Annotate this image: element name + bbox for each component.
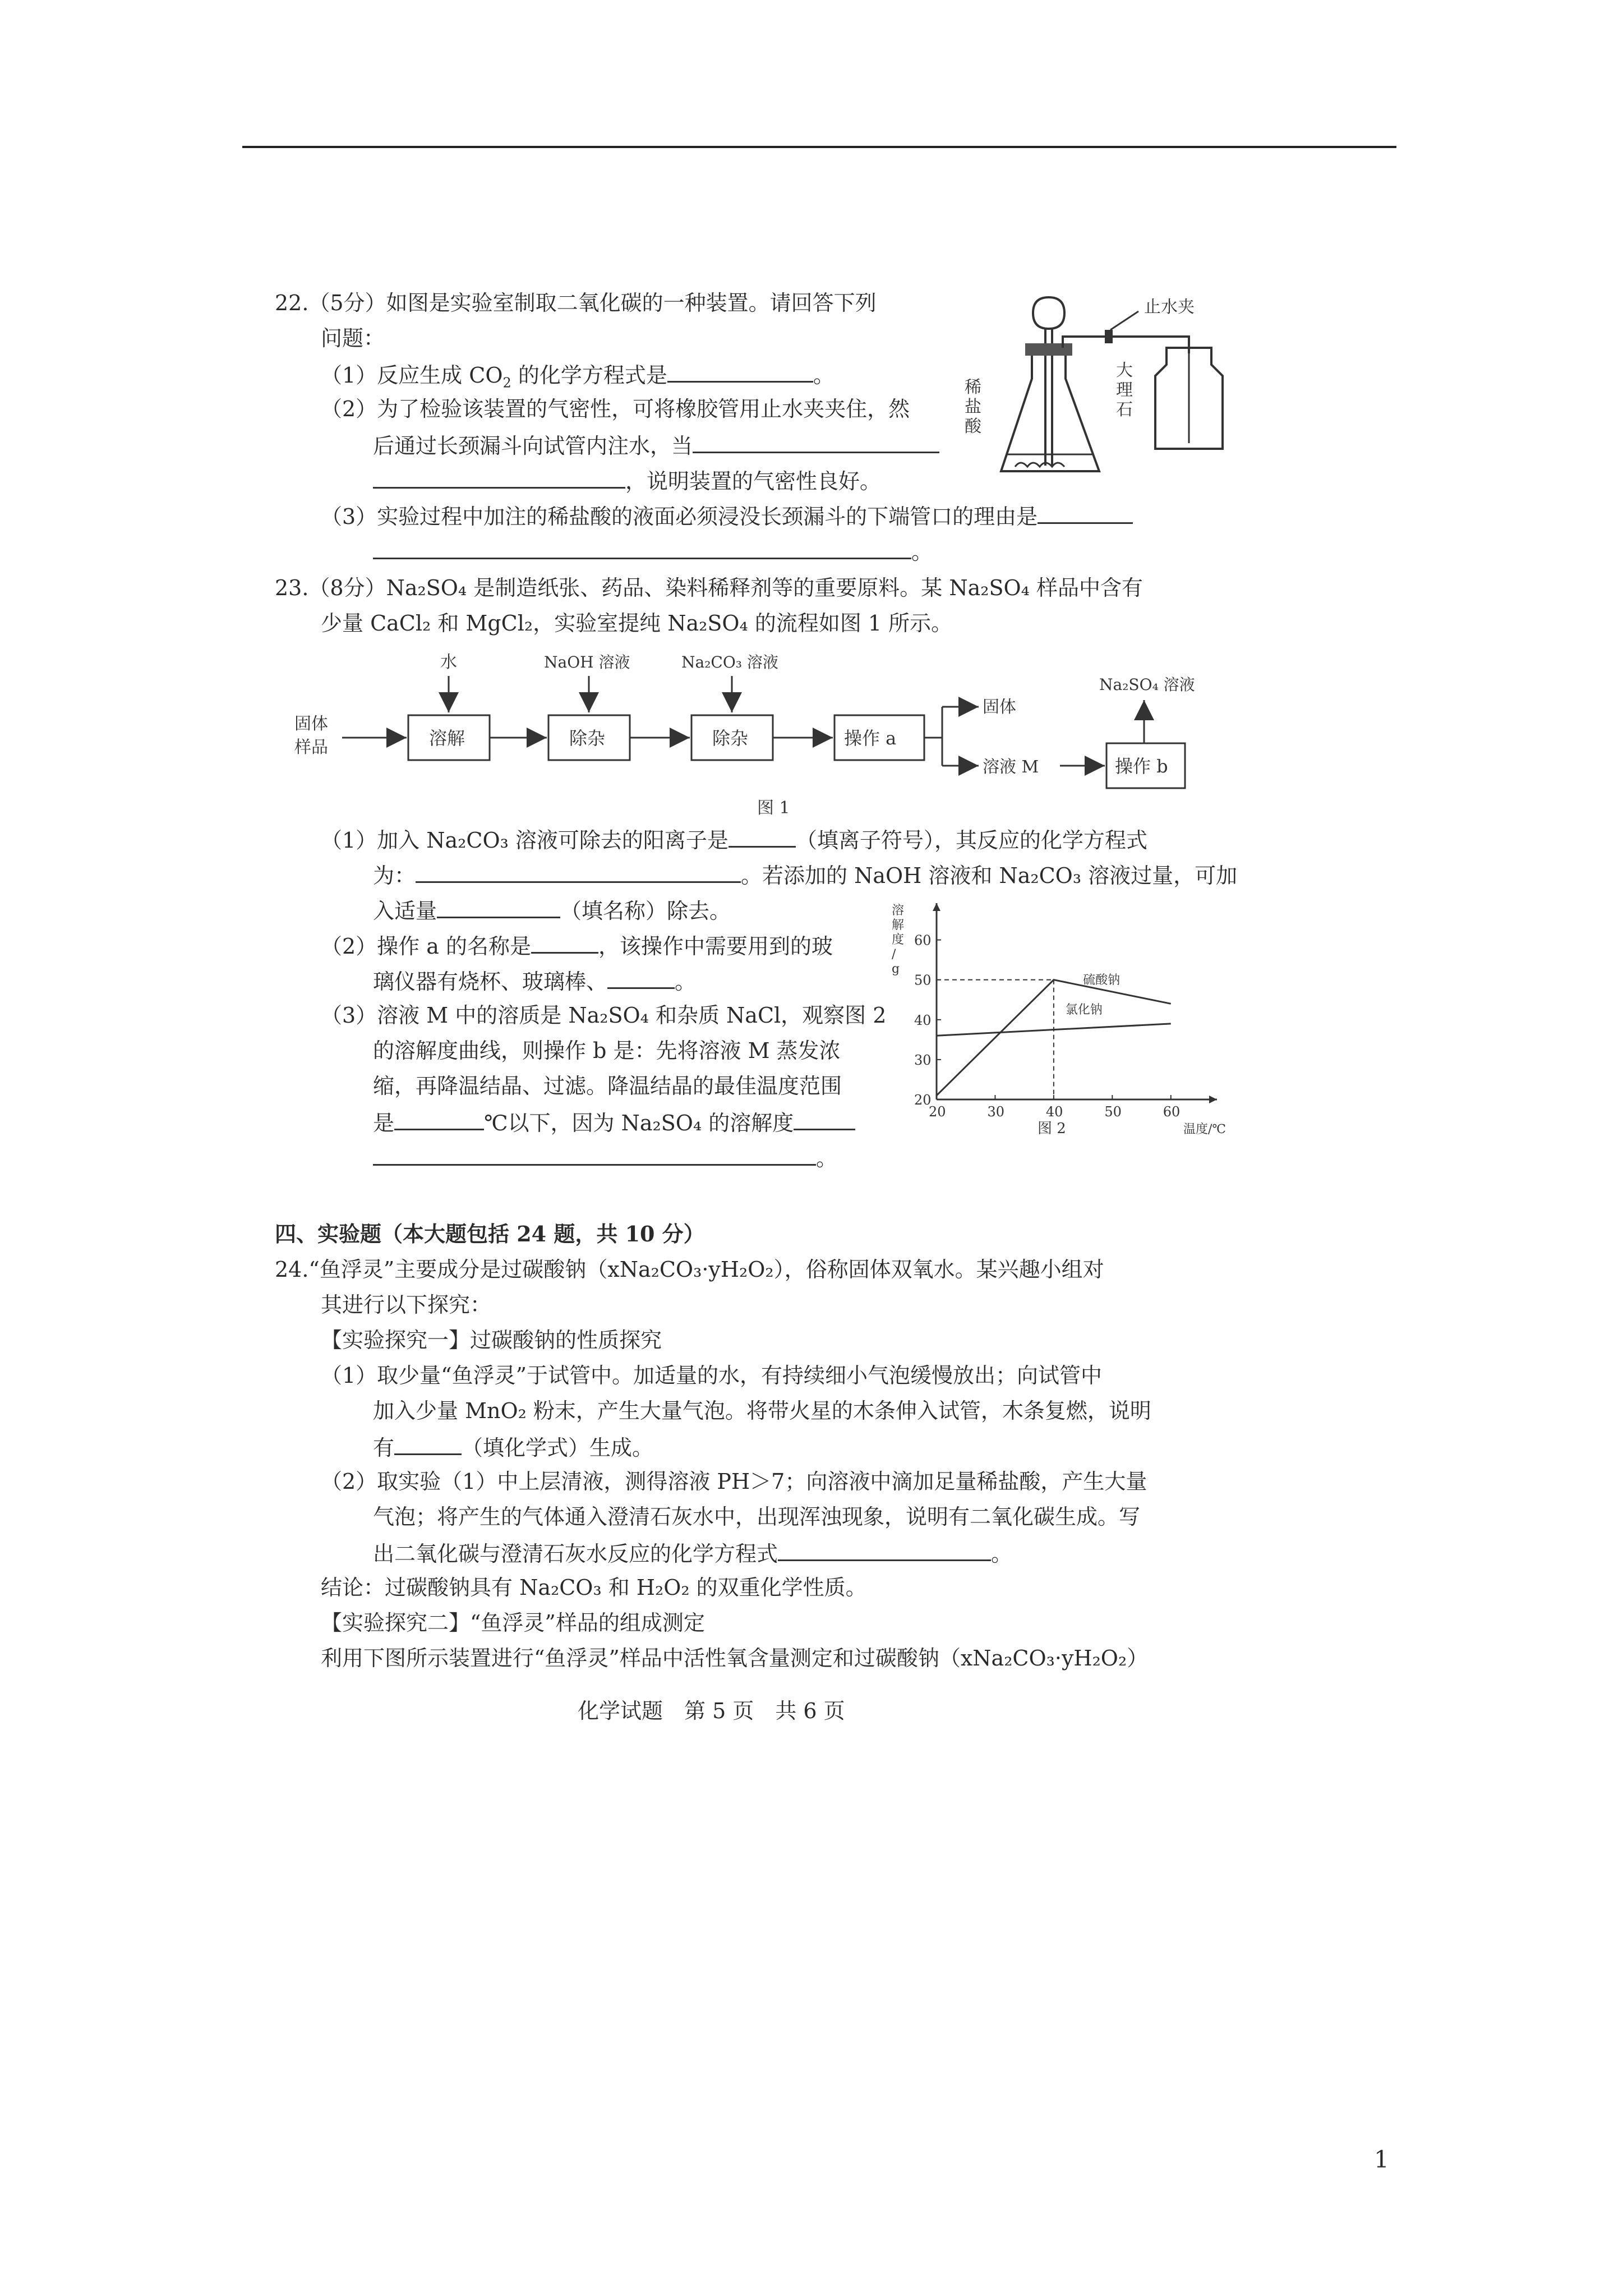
answer-blank[interactable] xyxy=(437,895,560,918)
q23-p1-text-a: （1）加入 Na₂CO₃ 溶液可除去的阳离子是 xyxy=(321,828,728,853)
x-axis-arrow xyxy=(1209,1096,1217,1103)
acid-label-1: 稀 xyxy=(965,378,981,397)
marble-label-2: 理 xyxy=(1116,380,1133,400)
q24-line-12: 利用下图所示装置进行“鱼浮灵”样品中活性氧含量测定和过碳酸钠（xNa₂CO₃·yH₂O₂） xyxy=(321,1646,1149,1671)
answer-blank[interactable] xyxy=(416,860,741,883)
q24-line-9 xyxy=(373,1538,1012,1568)
q22-line-3 xyxy=(321,360,834,397)
answer-blank[interactable] xyxy=(373,1143,816,1166)
q23-p1-line-3 xyxy=(373,895,731,925)
q24-part1-text-b: （填化学式）生成。 xyxy=(462,1435,654,1460)
x-tick-label: 60 xyxy=(1163,1104,1181,1120)
answer-blank[interactable] xyxy=(778,1538,991,1561)
q22-line-5 xyxy=(373,430,939,460)
flow-op-b: 操作 b xyxy=(1115,756,1168,777)
q23-p2-text-a: （2）操作 a 的名称是 xyxy=(321,934,531,959)
flow-remove-1: 除杂 xyxy=(569,728,606,749)
y-axis-arrow xyxy=(933,903,940,911)
q22-part2-end: ，说明装置的气密性良好。 xyxy=(625,469,882,494)
q24-line-10: 结论：过碳酸钠具有 Na₂CO₃ 和 H₂O₂ 的双重化学性质。 xyxy=(321,1575,867,1600)
y-axis-label-char: / xyxy=(892,947,896,961)
co2-apparatus-figure xyxy=(953,280,1234,494)
q23-p3-text-d: 是 xyxy=(373,1111,395,1135)
y-axis-label-char: 度 xyxy=(892,933,905,947)
flow-solid-sample-1: 固体 xyxy=(294,714,328,734)
answer-blank[interactable] xyxy=(373,466,625,489)
q23-p3-text-f: 。 xyxy=(816,1146,838,1171)
y-tick-label: 50 xyxy=(914,972,932,988)
flow-na2so4-solution: Na₂SO₄ 溶液 xyxy=(1099,675,1195,694)
q24-part2-text-b: 。 xyxy=(991,1542,1013,1566)
q22-part1-sub: 2 xyxy=(502,375,511,391)
answer-blank[interactable] xyxy=(794,1107,855,1130)
q24-part1-text-a: 有 xyxy=(373,1435,395,1460)
q22-part1-end: 。 xyxy=(813,363,834,388)
q24-line-7: （2）取实验（1）中上层清液，测得溶液 PH＞7；向溶液中滴加足量稀盐酸，产生大量 xyxy=(321,1469,1147,1494)
acid-label-2: 盐 xyxy=(965,397,981,417)
q22-part1-text: 的化学方程式是 xyxy=(511,363,667,388)
series-label-nacl: 氯化钠 xyxy=(1065,1003,1103,1018)
q23-p3-line-4 xyxy=(373,1107,855,1137)
q23-line-1: 23.（8分）Na₂SO₄ 是制造纸张、药品、染料稀释剂等的重要原料。某 Na₂SO₄ 样品中含有 xyxy=(275,576,1143,600)
flow-solid-sample-2: 样品 xyxy=(294,738,328,757)
flowchart-figure-1 xyxy=(292,645,1211,825)
acid-label-3: 酸 xyxy=(965,417,981,436)
section-4-heading: 四、实验题（本大题包括 24 题，共 10 分） xyxy=(275,1221,705,1246)
x-tick-label: 50 xyxy=(1104,1104,1122,1120)
y-axis-label-char: 解 xyxy=(892,918,905,932)
q23-p1-text-b: （填离子符号），其反应的化学方程式 xyxy=(795,828,1147,853)
q24-line-8: 气泡；将产生的气体通入澄清石灰水中，出现浑浊现象，说明有二氧化碳生成。写 xyxy=(373,1504,1141,1529)
q23-p3-line-1: （3）溶液 M 中的溶质是 Na₂SO₄ 和杂质 NaCl，观察图 2 xyxy=(321,1003,887,1028)
answer-blank[interactable] xyxy=(693,430,939,453)
q24-line-11: 【实验探究二】“鱼浮灵”样品的组成测定 xyxy=(321,1611,705,1635)
header-rule xyxy=(242,146,1396,148)
answer-blank[interactable] xyxy=(531,931,598,954)
q24-line-6 xyxy=(373,1432,653,1462)
q23-p1-text-d: 。若添加的 NaOH 溶液和 Na₂CO₃ 溶液过量，可加 xyxy=(741,863,1238,888)
q23-p2-line-1 xyxy=(321,931,833,960)
q23-p1-text-f: （填名称）除去。 xyxy=(560,899,731,923)
flow-caption: 图 1 xyxy=(757,798,790,818)
series-label-na2so4: 硫酸钠 xyxy=(1083,973,1121,987)
y-tick-label: 60 xyxy=(914,932,932,949)
q23-p2-line-2 xyxy=(373,966,696,996)
y-axis-label-char: 溶 xyxy=(892,904,905,918)
q22-line-1: 22.（5分）如图是实验室制取二氧化碳的一种装置。请回答下列 xyxy=(275,291,877,315)
chart-caption: 图 2 xyxy=(1038,1120,1066,1137)
clamp-label: 止水夹 xyxy=(1144,297,1195,317)
q22-line-2: 问题： xyxy=(321,326,385,351)
flow-na2co3: Na₂CO₃ 溶液 xyxy=(681,653,778,671)
q23-p2-text-c: 璃仪器有烧杯、玻璃棒、 xyxy=(373,969,608,994)
marble-label-1: 大 xyxy=(1116,361,1133,380)
x-axis-label: 温度/℃ xyxy=(1183,1122,1227,1137)
q23-p1-text-e: 入适量 xyxy=(373,899,437,923)
x-tick-label: 40 xyxy=(1045,1104,1063,1120)
series-line-nacl xyxy=(937,1024,1171,1036)
answer-blank[interactable] xyxy=(373,536,911,559)
q23-p1-line-2 xyxy=(373,860,1237,890)
answer-blank[interactable] xyxy=(1038,501,1133,524)
q24-line-2: 其进行以下探究： xyxy=(321,1292,492,1317)
q22-line-4: （2）为了检验该装置的气密性，可将橡胶管用止水夹夹住，然 xyxy=(321,397,910,421)
q23-p3-line-5 xyxy=(373,1143,837,1172)
q22-part3-end: 。 xyxy=(911,540,933,564)
footer-page-info: 化学试题 第 5 页 共 6 页 xyxy=(578,1699,845,1723)
q23-p3-text-e: ℃以下，因为 Na₂SO₄ 的溶解度 xyxy=(484,1111,794,1135)
q23-p1-line-1 xyxy=(321,825,1147,854)
q23-p1-text-c: 为： xyxy=(373,863,416,888)
flow-solution-m: 溶液 M xyxy=(983,757,1039,777)
answer-blank[interactable] xyxy=(394,1107,484,1130)
answer-blank[interactable] xyxy=(667,360,813,383)
q23-p3-line-2: 的溶解度曲线，则操作 b 是：先将溶液 M 蒸发浓 xyxy=(373,1038,841,1063)
q23-p3-line-3: 缩，再降温结晶、过滤。降温结晶的最佳温度范围 xyxy=(373,1074,842,1098)
q24-line-1: 24.“鱼浮灵”主要成分是过碳酸钠（xNa₂CO₃·yH₂O₂），俗称固体双氧水。某兴趣小组对 xyxy=(275,1257,1104,1282)
flow-naoh: NaOH 溶液 xyxy=(544,653,630,671)
q24-line-3: 【实验探究一】过碳酸钠的性质探究 xyxy=(321,1328,662,1352)
y-tick-label: 20 xyxy=(914,1092,932,1108)
q23-p2-text-b: ，该操作中需要用到的玻 xyxy=(598,934,833,959)
q23-line-2: 少量 CaCl₂ 和 MgCl₂，实验室提纯 Na₂SO₄ 的流程如图 1 所示。 xyxy=(321,611,953,636)
answer-blank[interactable] xyxy=(607,966,675,989)
marble-label-3: 石 xyxy=(1116,400,1133,420)
y-tick-label: 40 xyxy=(914,1012,932,1028)
flow-remove-2: 除杂 xyxy=(712,728,749,749)
q22-line-7 xyxy=(321,501,1133,531)
q24-line-4: （1）取少量“鱼浮灵”于试管中。加适量的水，有持续细小气泡缓慢放出；向试管中 xyxy=(321,1363,1103,1388)
flow-water: 水 xyxy=(440,652,457,672)
q24-part2-text-a: 出二氧化碳与澄清石灰水反应的化学方程式 xyxy=(373,1542,778,1566)
y-tick-label: 30 xyxy=(914,1052,932,1068)
q23-p2-text-d: 。 xyxy=(675,969,697,994)
flow-solid: 固体 xyxy=(983,697,1016,717)
solubility-chart xyxy=(875,892,1234,1139)
flow-dissolve: 溶解 xyxy=(429,728,465,749)
answer-blank[interactable] xyxy=(728,825,796,848)
q24-line-5: 加入少量 MnO₂ 粉末，产生大量气泡。将带火星的木条伸入试管，木条复燃，说明 xyxy=(373,1398,1151,1423)
q22-line-6 xyxy=(373,466,881,495)
y-axis-label-char: g xyxy=(892,962,900,976)
answer-blank[interactable] xyxy=(394,1432,462,1455)
q22-part1-prefix: （1）反应生成 CO xyxy=(321,363,503,388)
page-number: 1 xyxy=(1374,2146,1389,2173)
q22-line-8 xyxy=(373,536,933,566)
x-tick-label: 20 xyxy=(929,1104,946,1120)
x-tick-label: 30 xyxy=(987,1104,1004,1120)
q22-part2-text: 后通过长颈漏斗向试管内注水，当 xyxy=(373,434,693,458)
flow-op-a: 操作 a xyxy=(844,728,897,749)
q22-part3-text: （3）实验过程中加注的稀盐酸的液面必须浸没长颈漏斗的下端管口的理由是 xyxy=(321,504,1038,529)
